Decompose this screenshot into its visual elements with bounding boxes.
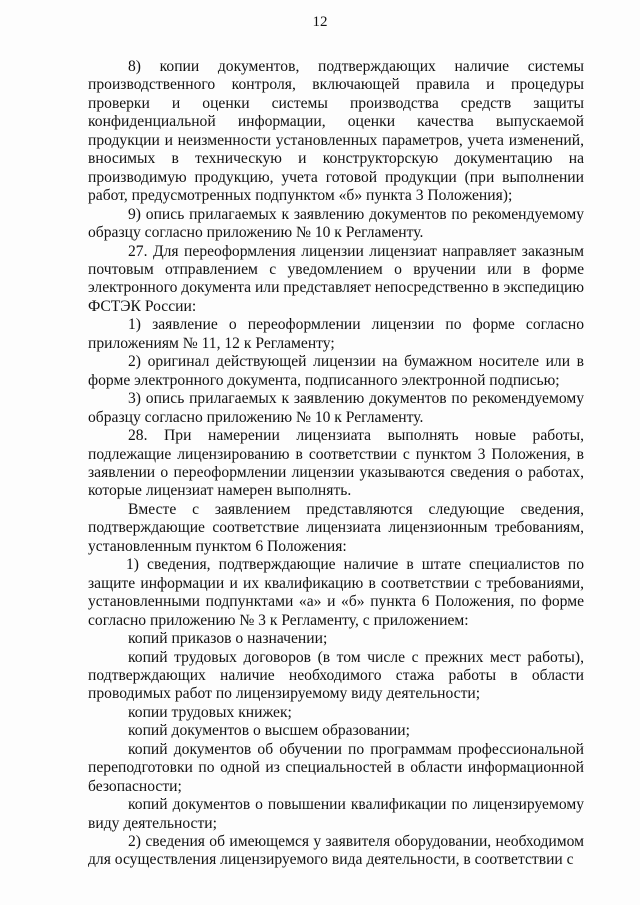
paragraph-attachment-education: копий документов о высшем образовании; (128, 722, 410, 740)
paragraph-27-item-3: 3) опись прилагаемых к заявлению документов по рекомендуемому образцу согласно приложению № 10 к Регламенту. (88, 390, 584, 426)
paragraph-attachment-workbooks: копии трудовых книжек; (128, 703, 292, 721)
paragraph-clause-28: 28. При намерении лицензиата выполнять новые работы, подлежащие лицензированию в соответствии с пунктом 3 Положения, в заявлении о переоформлении лицензии указываются сведения о работах, которые лицензиат намерен выполнять. (88, 427, 584, 500)
paragraph-28-item-2: 2) сведения об имеющемся у заявителя оборудовании, необходимом для осуществления лицензируемого вида деятельности, в соответствии с (88, 833, 584, 869)
paragraph-item-8: 8) копии документов, подтверждающих наличие системы производственного контроля, включающей правила и процедуры проверки и оценки системы производства средств защиты конфиденциальной информации, оценки качества выпускаемой продукции и неизменности установленных параметров, учета изменений, вносимых в техническую и конструкторскую документацию на производимую продукцию, учета готовой продукции (при выполнении работ, предусмотренных подпунктом «б» пункта 3 Положения); (88, 58, 584, 205)
document-body (88, 58, 584, 870)
paragraph-28-item-1: 1) сведения, подтверждающие наличие в штате специалистов по защите информации и их квалификацию в соответствии с требованиями, установленными подпунктами «а» и «б» пункта 6 Положения, по форме согласно приложению № 3 к Регламенту, с приложением: (88, 556, 584, 629)
paragraph-attachment-retraining: копий документов об обучении по программам профессиональной переподготовки по одной из специальностей в области информационной безопасности; (88, 740, 584, 795)
paragraph-item-9: 9) опись прилагаемых к заявлению документов по рекомендуемому образцу согласно приложению № 10 к Регламенту. (88, 205, 584, 242)
paragraph-attachment-orders: копий приказов о назначении; (128, 630, 328, 648)
paragraph-attachment-qualification: копий документов о повышении квалификации по лицензируемому виду деятельности; (88, 796, 584, 832)
paragraph-27-item-2: 2) оригинал действующей лицензии на бумажном носителе или в форме электронного документа, подписанного электронной подписью; (88, 353, 584, 389)
paragraph-attachment-contracts: копий трудовых договоров (в том числе с прежних мест работы), подтверждающих наличие необходимого стажа работы в области проводимых работ по лицензируемому виду деятельности; (88, 648, 584, 703)
paragraph-clause-27: 27. Для переоформления лицензии лицензиат направляет заказным почтовым отправлением с уведомлением о вручении или в форме электронного документа или представляет непосредственно в экспедицию ФСТЭК России: (88, 242, 584, 315)
paragraph-28-intro: Вместе с заявлением представляются следующие сведения, подтверждающие соответствие лицензиата лицензионным требованиям, установленным пунктом 6 Положения: (88, 500, 584, 555)
page-number: 12 (312, 14, 328, 30)
paragraph-27-item-1: 1) заявление о переоформлении лицензии по форме согласно приложениям № 11, 12 к Регламенту; (88, 316, 584, 352)
